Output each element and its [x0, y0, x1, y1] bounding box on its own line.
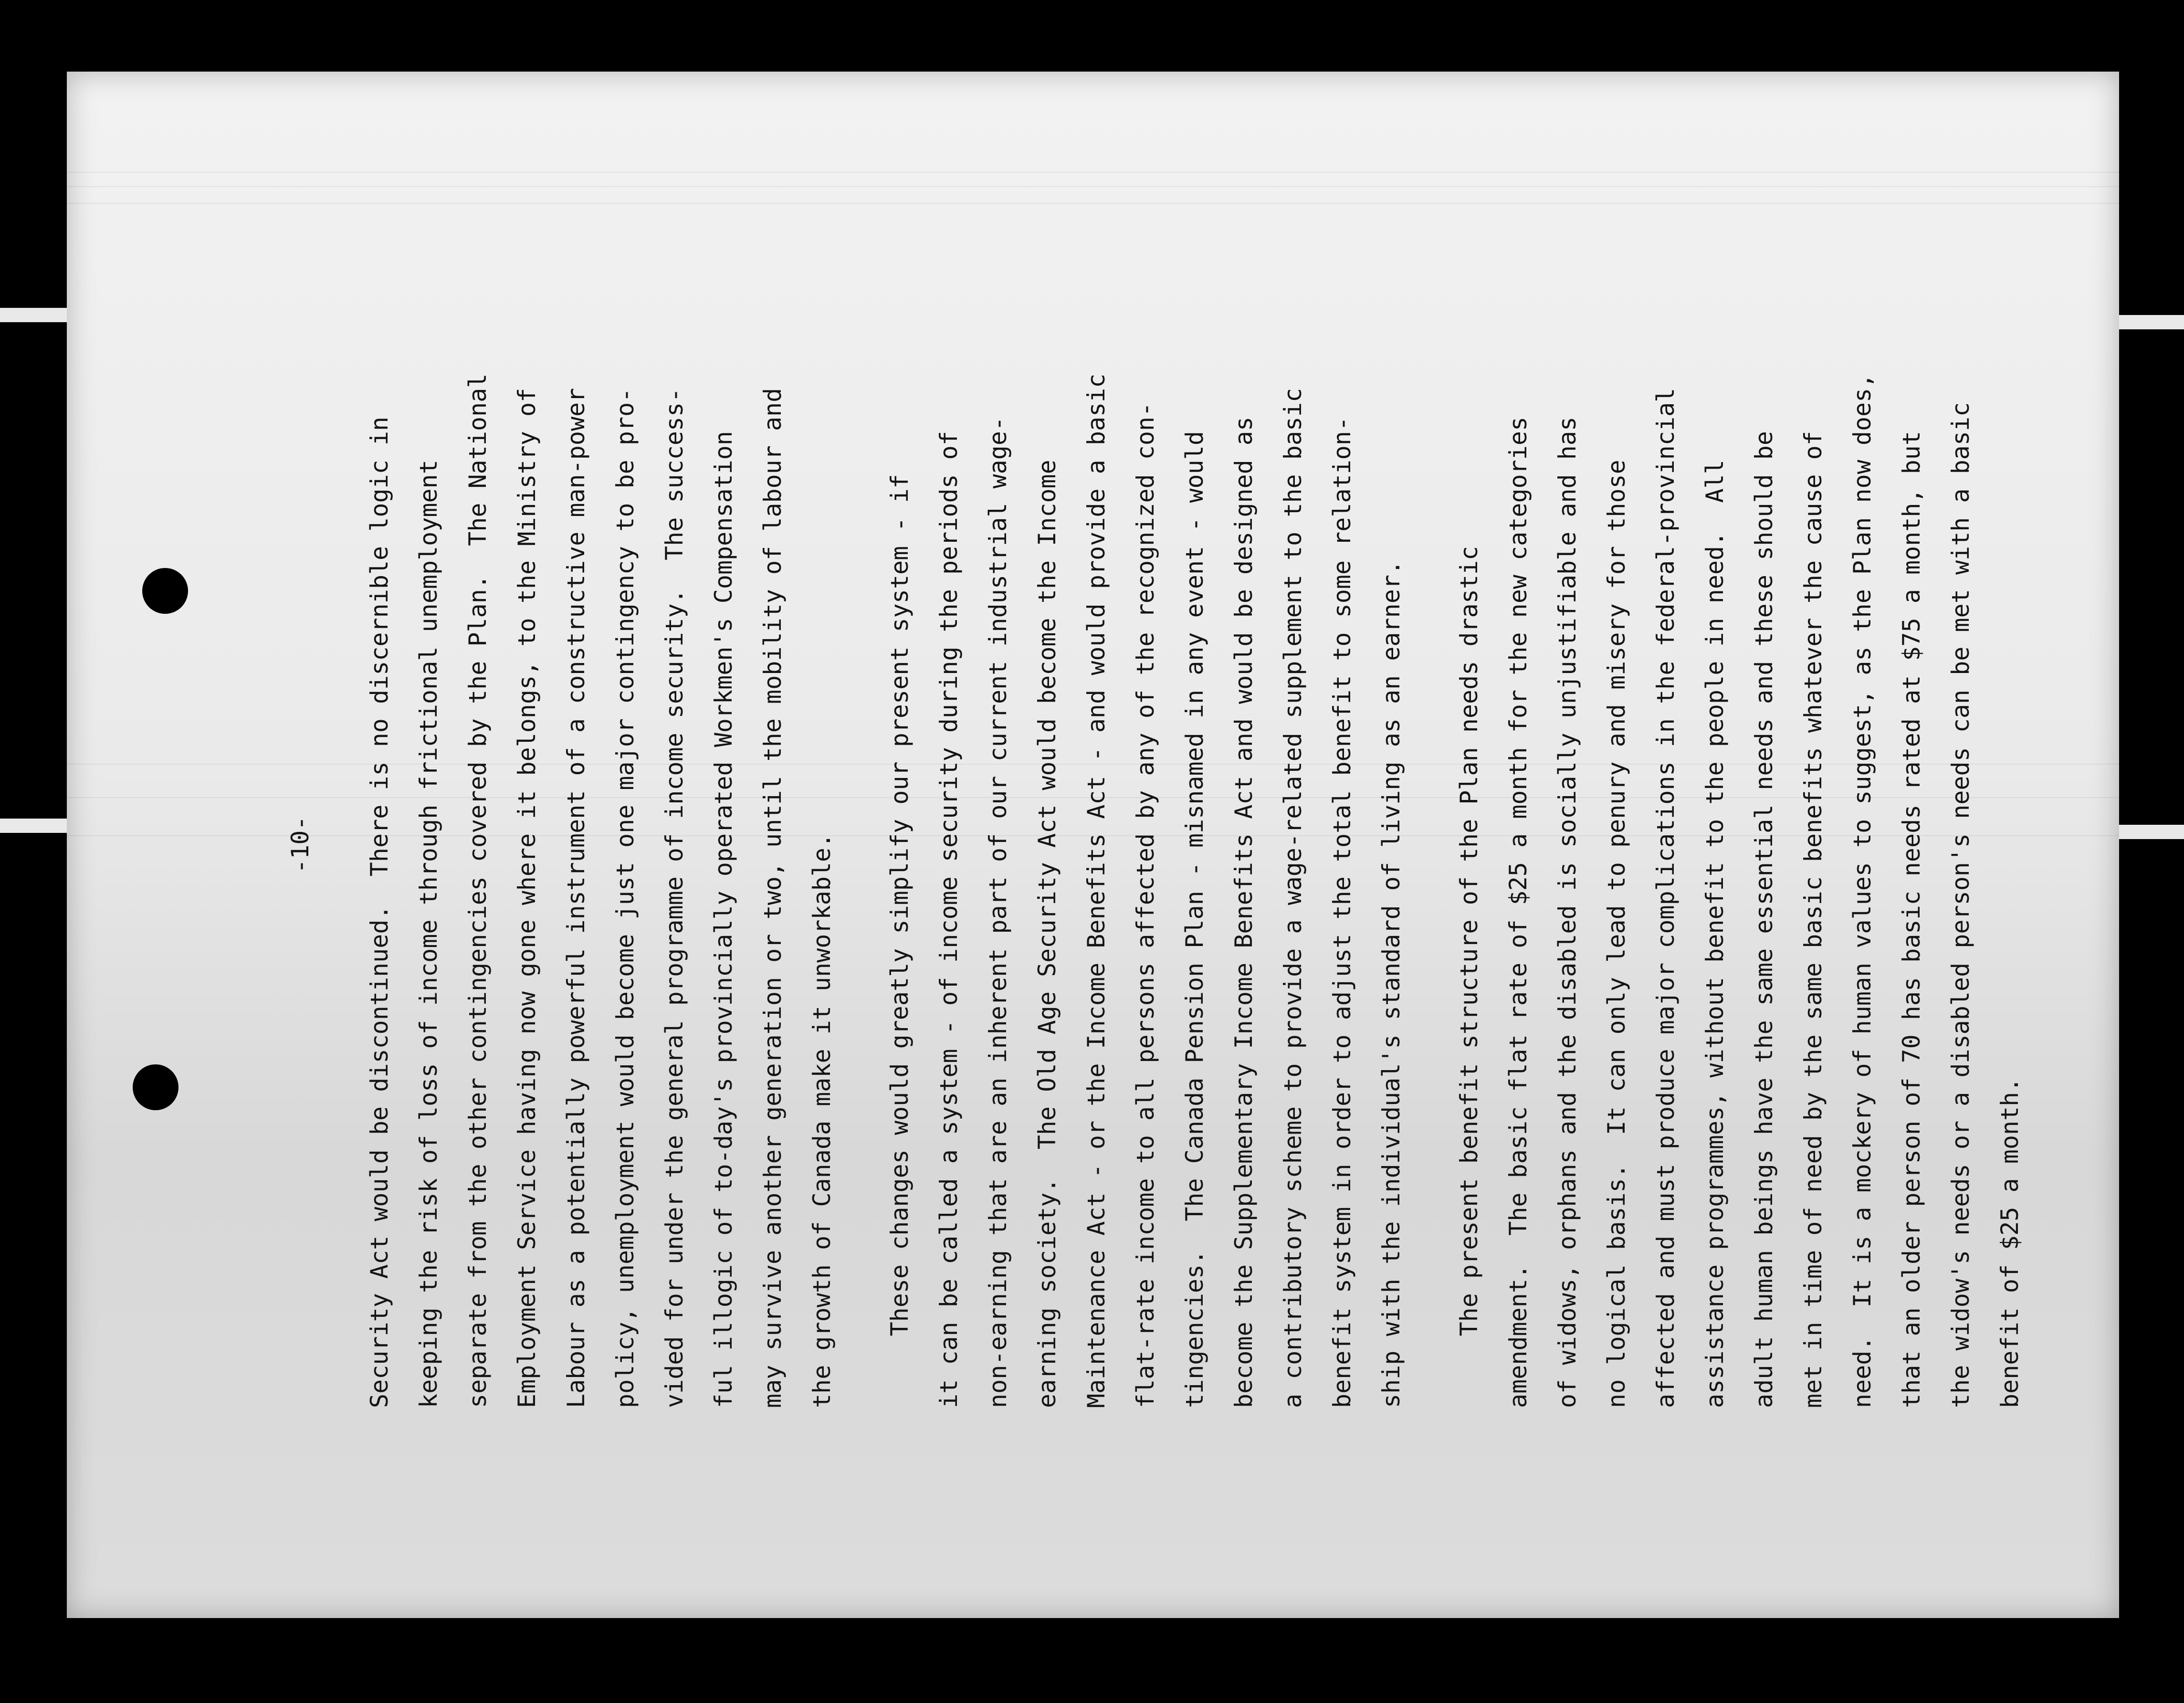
text-line: ful illogic of to-day's provincially operated Workmen's Compensation — [710, 431, 737, 1408]
text-line: ship with the individual's standard of living as an earner. — [1377, 560, 1405, 1408]
text-line: earning society. The Old Age Security Act would become the Income — [1033, 460, 1061, 1408]
text-line: that an older person of 70 has basic needs rated at $75 a month, but — [1898, 431, 1925, 1408]
text-line: no logical basis. It can only lead to penury and misery for those — [1603, 460, 1630, 1408]
text-line: vided for under the general programme of income security. The success- — [661, 388, 688, 1408]
punch-hole-top — [142, 568, 188, 614]
text-line: tingencies. The Canada Pension Plan - misnamed in any event - would — [1181, 431, 1208, 1408]
text-line: Security Act would be discontinued. There is no discernible logic in — [366, 416, 393, 1408]
punch-hole-bottom — [133, 1064, 178, 1110]
text-line: may survive another generation or two, until the mobility of labour and — [759, 388, 787, 1408]
right-edge-strip-bottom — [2114, 825, 2184, 839]
rotated-text-layer — [286, 263, 2024, 1408]
page-number: -10- — [286, 816, 314, 873]
text-line: the widow's needs or a disabled person's needs can be met with a basic — [1947, 402, 1974, 1408]
text-line: The present benefit structure of the Plan needs drastic — [1455, 546, 1483, 1408]
text-line: non-earning that are an inherent part of our current industrial wage- — [984, 416, 1012, 1408]
text-line: of widows, orphans and the disabled is socially unjustifiable and has — [1554, 416, 1581, 1408]
right-edge-strip-top — [2114, 315, 2184, 329]
text-line: the growth of Canada make it unworkable. — [808, 833, 836, 1408]
text-line: need. It is a mockery of human values to suggest, as the Plan now does, — [1848, 373, 1876, 1408]
text-line: policy, unemployment would become just one major contingency to be pro- — [611, 388, 639, 1408]
text-line: become the Supplementary Income Benefits Act and would be designed as — [1230, 416, 1258, 1408]
text-line: separate from the other contingencies covered by the Plan. The National — [464, 373, 492, 1408]
scan-artifact-line — [67, 186, 2119, 187]
text-line: affected and must produce major complications in the federal-provincial — [1652, 388, 1680, 1408]
scan-artifact-line — [67, 203, 2119, 204]
text-line: Maintenance Act - or the Income Benefits Act - and would provide a basic — [1082, 373, 1110, 1408]
text-line: Labour as a potentially powerful instrument of a constructive man-power — [562, 388, 590, 1408]
text-line: benefit system in order to adjust the total benefit to some relation- — [1328, 416, 1356, 1408]
text-line: assistance programmes, without benefit to the people in need. All — [1701, 460, 1729, 1408]
text-line: adult human beings have the same essential needs and these should be — [1750, 431, 1778, 1408]
scan-artifact-line — [67, 172, 2119, 173]
text-line: a contributory scheme to provide a wage-related supplement to the basic — [1279, 388, 1307, 1408]
text-line: Employment Service having now gone where it belongs, to the Ministry of — [513, 388, 541, 1408]
text-line: met in time of need by the same basic benefits whatever the cause of — [1799, 431, 1827, 1408]
text-line: it can be called a system - of income security during the periods of — [935, 431, 963, 1408]
text-line: amendment. The basic flat rate of $25 a month for the new categories — [1504, 416, 1532, 1408]
text-line: keeping the risk of loss of income through frictional unemployment — [415, 460, 442, 1408]
text-line: flat-rate income to all persons affected by any of the recognized con- — [1132, 402, 1159, 1408]
text-line: These changes would greatly simplify our present system - if — [886, 474, 914, 1408]
text-line: benefit of $25 a month. — [1996, 1077, 2024, 1408]
